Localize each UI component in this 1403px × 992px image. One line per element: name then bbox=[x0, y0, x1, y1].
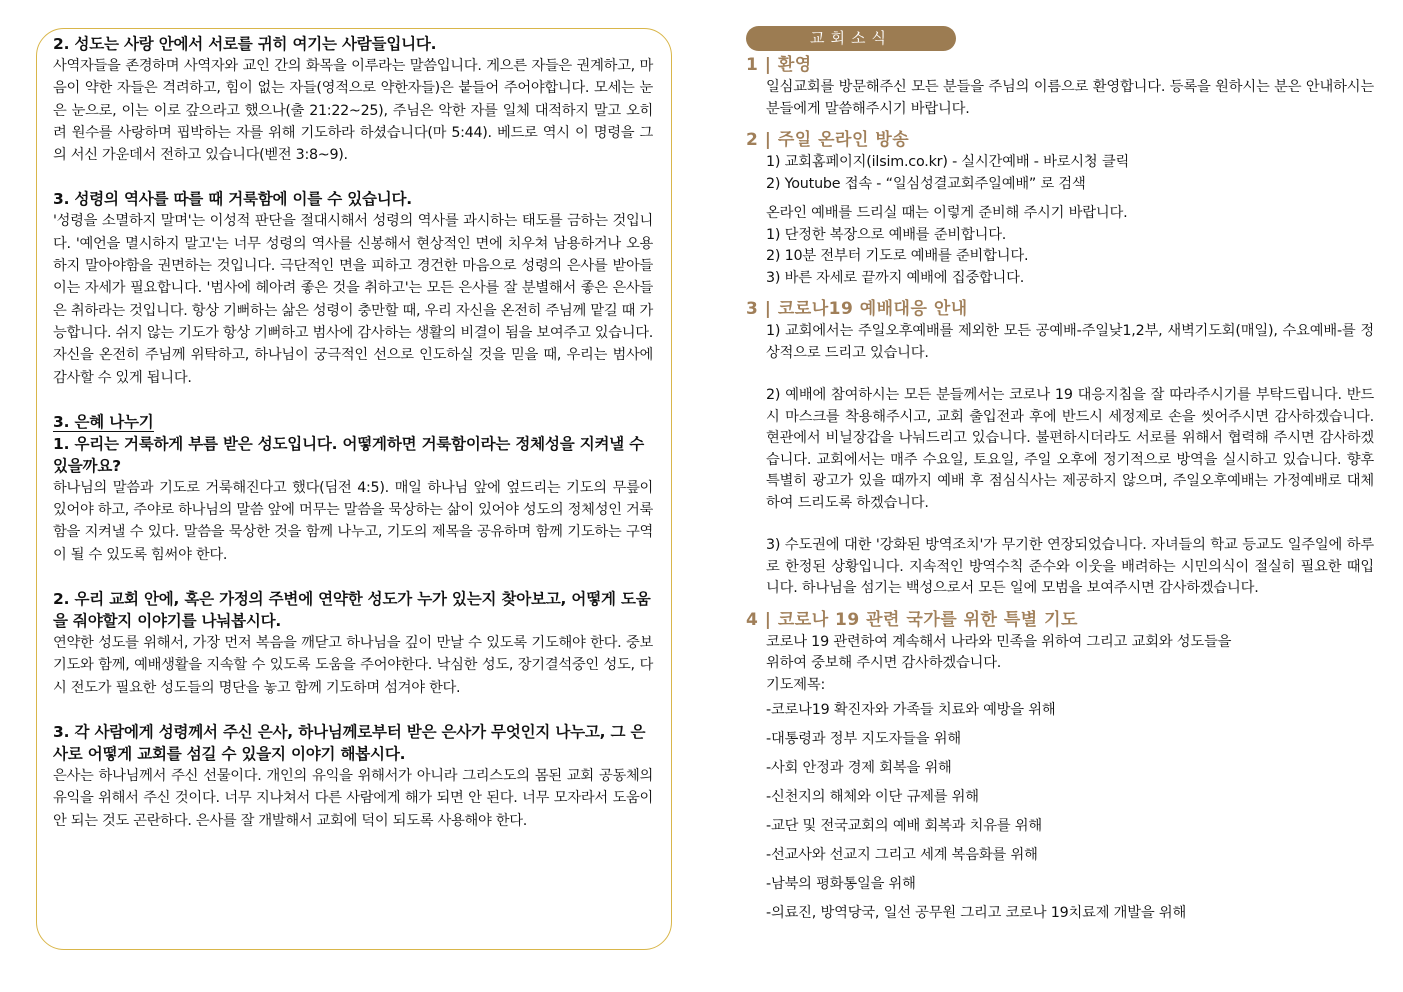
news-paragraph: 1) 교회에서는 주일오후예배를 제외한 모든 공예배-주일낮1,2부, 새벽기도회(매일), 수요예배-를 정상적으로 드리고 있습니다. bbox=[766, 323, 1374, 361]
section-holy-spirit bbox=[53, 188, 653, 388]
question-1-answer: 하나님의 말씀과 기도로 거룩해진다고 했다(딤전 4:5). 매일 하나님 앞에 엎드리는 기도의 무릎이 있어야 하고, 주야로 하나님의 말씀 앞에 머무는 말씀을 묵상하는 삶이 있어야 성도의 정체성인 거룩함을 지켜낼 수 있다. 말씀을 묵상한 것을 함께 나누고, 기도의 제목을 공유하며 함께 기도하는 구역이 될 수 있도록 힘써야 한다. bbox=[53, 479, 653, 563]
news-title: 1 | 환영 bbox=[746, 55, 812, 75]
grace-heading bbox=[53, 411, 653, 433]
news-paragraph: 2) 예배에 참여하시는 모든 분들께서는 코로나 19 대응지침을 잘 따라주시기를 부탁드립니다. 반드시 마스크를 착용해주시고, 교회 출입전과 후에 반드시 세정제로 손을 씻어주시면 감사하겠습니다. 현관에서 비닐장갑을 나눠드리고 있습니다. 불편하시더라도 서로를 위해서 협력해 주시면 감사하겠습니다. 교회에서는 매주 수요일, 토요일, 주일 오후에 정기적으로 방역을 실시하고 있습니다. 향후 특별히 광고가 있을 때까지 예배 후 점심식사는 제공하지 않으며, 주일오후예배는 가정예배로 대체하여 드리도록 하겠습니다. bbox=[766, 387, 1374, 511]
prayer-label: 기도제목: bbox=[766, 676, 826, 693]
prayer-item: -선교사와 선교지 그리고 세계 복음화를 위해 bbox=[766, 847, 1038, 863]
question-3-title: 3. 각 사람에게 성령께서 주신 은사, 하나님께로부터 받은 은사가 무엇인지 나누고, 그 은사로 어떻게 교회를 섬길 수 있을지 이야기 해봅시다. bbox=[53, 722, 646, 763]
question-1-title: 1. 우리는 거룩하게 부름 받은 성도입니다. 어떻게하면 거룩함이라는 정체성을 지켜낼 수 있을까요? bbox=[53, 434, 644, 475]
left-panel bbox=[36, 28, 672, 950]
section-title: 2. 성도는 사랑 안에서 서로를 귀히 여기는 사람들입니다. bbox=[53, 35, 437, 53]
news-title: 2 | 주일 온라인 방송 bbox=[746, 130, 910, 150]
grace-heading-text: 3. 은혜 나누기 bbox=[53, 412, 154, 431]
section-grace-sharing bbox=[53, 411, 653, 832]
news-covid-worship bbox=[746, 297, 1374, 600]
news-title: 3 | 코로나19 예배대응 안내 bbox=[746, 299, 968, 319]
section-title: 3. 성령의 역사를 따를 때 거룩함에 이를 수 있습니다. bbox=[53, 190, 412, 209]
news-paragraph: 3) 수도권에 대한 '강화된 방역조치'가 무기한 연장되었습니다. 자녀들의 학교 등교도 일주일에 하루로 한정된 상황입니다. 지속적인 방역수칙 준수와 이웃을 배려하는 시민의식이 절실히 필요한 때입니다. 하나님을 섬기는 백성으로서 모든 일에 모범을 보여주시면 감사하겠습니다. bbox=[766, 537, 1374, 596]
church-news-badge: 교회소식 bbox=[746, 26, 956, 51]
news-line: 위하여 중보해 주시면 감사하겠습니다. bbox=[766, 655, 1002, 671]
question-2-title: 2. 우리 교회 안에, 혹은 가정의 주변에 연약한 성도가 누가 있는지 찾아보고, 어떻게 도움을 줘야할지 이야기를 나눠봅시다. bbox=[53, 590, 651, 631]
prayer-item: -코로나19 확진자와 가족들 치료와 예방을 위해 bbox=[766, 702, 1056, 718]
section-saints-love bbox=[53, 33, 653, 166]
news-body: 일심교회를 방문해주신 모든 분들을 주님의 이름으로 환영합니다. 등록을 원하시는 분은 안내하시는 분들에게 말씀해주시기 바랍니다. bbox=[766, 79, 1374, 117]
news-line: 3) 바른 자세로 끝까지 예배에 집중합니다. bbox=[766, 269, 1025, 286]
news-line: 온라인 예배를 드리실 때는 이렇게 준비해 주시기 바랍니다. bbox=[766, 205, 1128, 221]
news-online-broadcast bbox=[746, 128, 1374, 289]
news-welcome bbox=[746, 53, 1374, 120]
section-body: '성령을 소멸하지 말며'는 이성적 판단을 절대시해서 성령의 역사를 과시하는 태도를 금하는 것입니다. '예언을 멸시하지 말고'는 너무 성령의 역사를 신봉해서 현상적인 면에 치우쳐 남용하거나 오용하지 말아야함을 권면하는 것입니다. 극단적인 면을 피하고 경건한 마음으로 성령의 은사를 받아들이는 자세가 필요합니다. '범사에 헤아려 좋은 것을 취하고'는 모든 은사를 잘 분별해서 좋은 은사들은 취하라는 것입니다. 항상 기뻐하는 삶은 성령이 충만할 때, 우리 자신을 온전히 주님께 맡길 때 가능합니다. 쉬지 않는 기도가 항상 기뻐하고 범사에 감사하는 생활의 비결이 됨을 보여주고 있습니다. 자신을 온전히 주님께 위탁하고, 하나님이 궁극적인 선으로 인도하실 것을 믿을 때, 우리는 범사에 감사할 수 있게 됩니다. bbox=[53, 213, 653, 386]
question-2-answer: 연약한 성도를 위해서, 가장 먼저 복음을 깨닫고 하나님을 깊이 만날 수 있도록 기도해야 한다. 중보기도와 함께, 예배생활을 지속할 수 있도록 도움을 주어야한다. 낙심한 성도, 장기결석중인 성도, 다시 전도가 필요한 성도들의 명단을 놓고 함께 기도하며 섬겨야 한다. bbox=[53, 635, 653, 696]
church-news-panel bbox=[746, 26, 1374, 936]
prayer-item: -신천지의 해체와 이단 규제를 위해 bbox=[766, 789, 979, 805]
prayer-item: -의료진, 방역당국, 일선 공무원 그리고 코로나 19치료제 개발을 위해 bbox=[766, 905, 1187, 921]
news-line: 코로나 19 관련하여 계속해서 나라와 민족을 위하여 그리고 교회와 성도들을 bbox=[766, 633, 1232, 650]
prayer-item: -교단 및 전국교회의 예배 회복과 치유를 위해 bbox=[766, 818, 1043, 834]
prayer-item: -사회 안정과 경제 회복을 위해 bbox=[766, 760, 952, 776]
prayer-item: -남북의 평화통일을 위해 bbox=[766, 876, 916, 892]
news-title: 4 | 코로나 19 관련 국가를 위한 특별 기도 bbox=[746, 609, 1078, 630]
news-line: 1) 교회홈페이지(ilsim.co.kr) - 실시간예배 - 바로시청 클릭 bbox=[766, 154, 1130, 170]
section-body: 사역자들을 존경하며 사역자와 교인 간의 화목을 이루라는 말씀입니다. 게으른 자들은 권계하고, 마음이 약한 자들은 격려하고, 힘이 없는 자들(영적으로 약한자들)은 붙들어 주어야합니다. 모세는 눈은 눈으로, 이는 이로 갚으라고 했으나(출 21:22~25), 주님은 악한 자를 일체 대적하지 말고 오히려 원수를 사랑하며 핍박하는 자를 위해 기도하라 하셨습니다(마 5:44). 베드로 역시 이 명령을 그의 서신 가운데서 전하고 있습니다(벧전 3:8~9). bbox=[53, 58, 653, 164]
news-line: 2) 10분 전부터 기도로 예배를 준비합니다. bbox=[766, 248, 1029, 264]
news-line: 1) 단정한 복장으로 예배를 준비합니다. bbox=[766, 226, 1007, 243]
prayer-item: -대통령과 정부 지도자들을 위해 bbox=[766, 731, 961, 747]
news-line: 2) Youtube 접속 - “일심성결교회주일예배” 로 검색 bbox=[766, 175, 1086, 192]
news-special-prayer bbox=[746, 608, 1374, 929]
question-3-answer: 은사는 하나님께서 주신 선물이다. 개인의 유익을 위해서가 아니라 그리스도의 몸된 교회 공동체의 유익을 위해서 주신 것이다. 너무 지나쳐서 다른 사람에게 해가 되면 안 된다. 너무 모자라서 도움이 안 되는 것도 곤란하다. 은사를 잘 개발해서 교회에 덕이 되도록 사용해야 한다. bbox=[53, 767, 653, 829]
